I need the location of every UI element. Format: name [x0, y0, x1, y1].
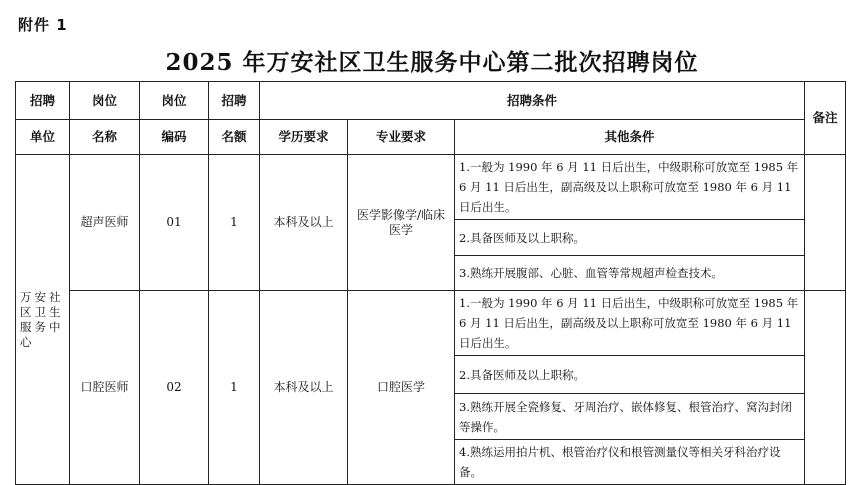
header-unit-top: 招聘	[16, 82, 70, 120]
position-name: 超声医师	[70, 155, 140, 291]
education-requirement: 本科及以上	[260, 291, 348, 485]
header-education: 学历要求	[260, 120, 348, 155]
condition-item: 2.具备医师及以上职称。	[455, 356, 805, 394]
condition-item: 2.具备医师及以上职称。	[455, 220, 805, 256]
quota: 1	[209, 291, 260, 485]
major-requirement: 医学影像学/临床医学	[348, 155, 455, 291]
quota: 1	[209, 155, 260, 291]
condition-item: 1.一般为 1990 年 6 月 11 日后出生，中级职称可放宽至 1985 年 6 月 11 日后出生，副高级及以上职称可放宽至 1980 年 6 月 11 日后出生。	[455, 155, 805, 220]
attachment-label: 附件 1	[18, 16, 68, 34]
page-title: 2025 年万安社区卫生服务中心第二批次招聘岗位	[165, 49, 699, 76]
major-requirement: 口腔医学	[348, 291, 455, 485]
header-other: 其他条件	[455, 120, 805, 155]
header-remarks: 备注	[805, 82, 846, 155]
header-code-bottom: 编码	[140, 120, 209, 155]
position-code: 02	[140, 291, 209, 485]
header-major: 专业要求	[348, 120, 455, 155]
condition-item: 3.熟练开展全瓷修复、牙周治疗、嵌体修复、根管治疗、窝沟封闭等操作。	[455, 394, 805, 440]
education-requirement: 本科及以上	[260, 155, 348, 291]
header-quota-bottom: 名额	[209, 120, 260, 155]
header-unit-bottom: 单位	[16, 120, 70, 155]
header-position-top: 岗位	[70, 82, 140, 120]
header-code-top: 岗位	[140, 82, 209, 120]
remarks-cell	[805, 155, 846, 291]
unit-name: 万安社区卫生服务中心	[16, 155, 70, 485]
condition-item: 4.熟练运用拍片机、根管治疗仪和根管测量仪等相关牙科治疗设备。	[455, 440, 805, 485]
condition-item: 1.一般为 1990 年 6 月 11 日后出生，中级职称可放宽至 1985 年 6 月 11 日后出生，副高级及以上职称可放宽至 1980 年 6 月 11 日后出生。	[455, 291, 805, 356]
recruitment-table	[15, 81, 846, 485]
header-quota-top: 招聘	[209, 82, 260, 120]
header-conditions: 招聘条件	[260, 82, 805, 120]
remarks-cell	[805, 291, 846, 485]
header-position-bottom: 名称	[70, 120, 140, 155]
position-code: 01	[140, 155, 209, 291]
position-name: 口腔医师	[70, 291, 140, 485]
condition-item: 3.熟练开展腹部、心脏、血管等常规超声检查技术。	[455, 256, 805, 291]
